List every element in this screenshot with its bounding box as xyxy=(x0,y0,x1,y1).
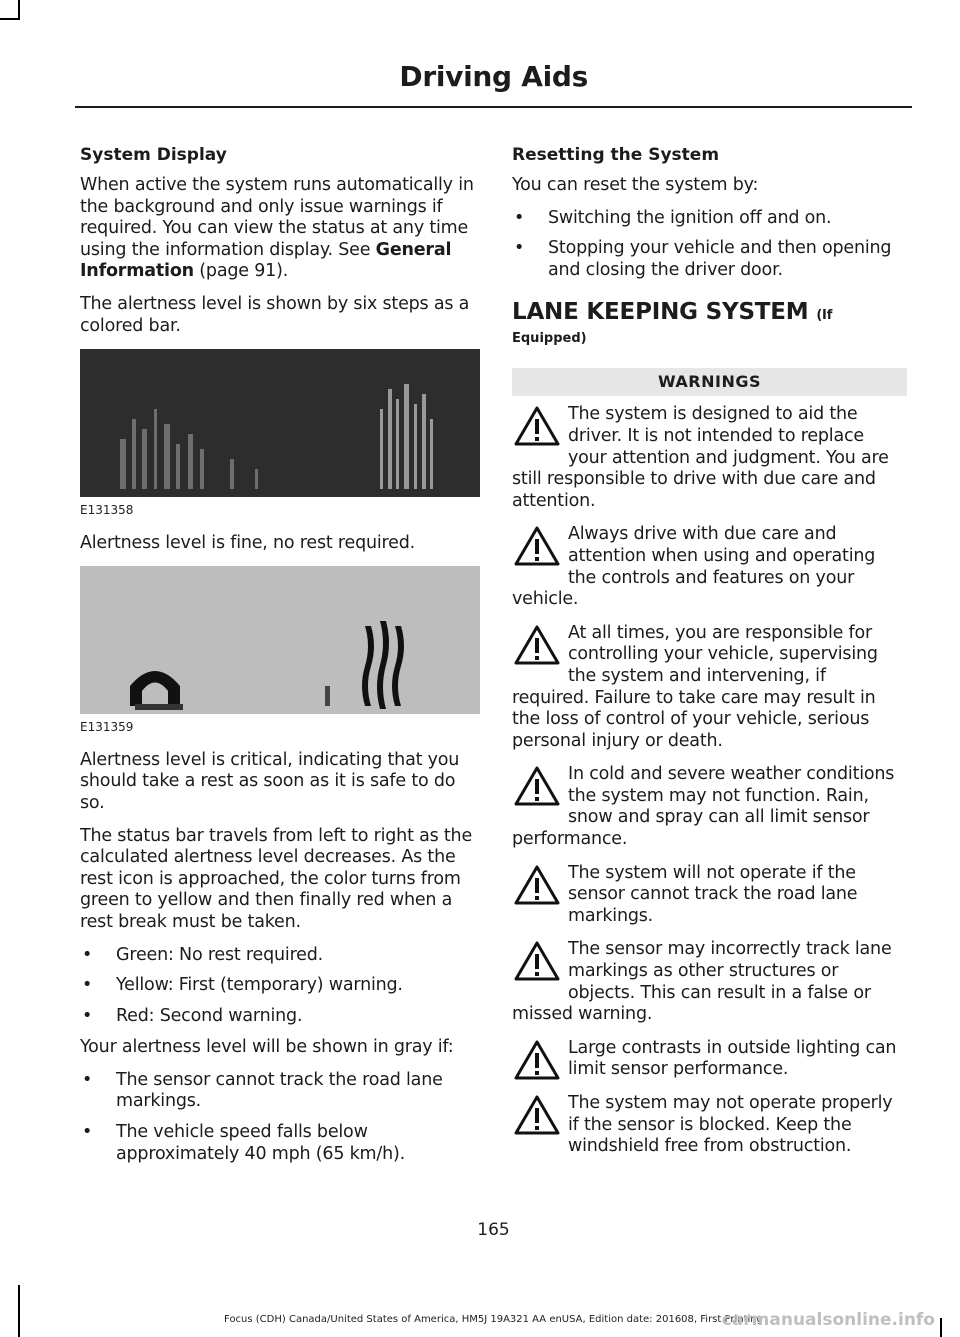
bullet-icon: • xyxy=(82,1069,93,1090)
left-column xyxy=(80,145,475,1175)
bullet-icon: • xyxy=(82,1005,93,1026)
figure-alertness-critical xyxy=(80,566,480,714)
status-bar-paragraph: The status bar travels from left to right as the calculated alertness level decreases. As the rest icon is approached, the color turns from green to yellow and then finally red when a rest break must be taken. xyxy=(80,825,473,932)
bullet-icon: • xyxy=(82,944,93,965)
system-display-heading: System Display xyxy=(80,145,227,165)
header-rule xyxy=(75,106,912,108)
bullet-icon: • xyxy=(82,975,93,996)
list-item: • The sensor cannot track the road lane markings. xyxy=(82,1069,443,1112)
warning-item: In cold and severe weather conditions the system may not function. Rain, snow and spray can all limit sensor performance. xyxy=(512,764,895,850)
warning-item: The sensor may incorrectly track lane markings as other structures or objects. This can result in a false or missed warning. xyxy=(512,939,892,1025)
warning-triangle-icon xyxy=(512,1093,562,1137)
figure-alertness-critical-graphic xyxy=(80,566,480,714)
if-label: (If xyxy=(816,308,833,324)
warning-item: The system will not operate if the sensor cannot track the road lane markings. xyxy=(512,863,907,928)
warning-triangle-icon xyxy=(512,1038,562,1082)
bullet-icon: • xyxy=(514,207,525,228)
figure-alertness-fine xyxy=(80,349,480,497)
intro-text-a: When active the system runs automatically in the background and only issue warnings if required. You can view the status at any time using the information display. See xyxy=(80,175,474,260)
general-information-link[interactable]: General Information xyxy=(80,239,452,282)
warning-triangle-icon xyxy=(512,623,562,667)
bullet-icon: • xyxy=(82,1122,93,1143)
right-column xyxy=(512,145,907,1170)
intro-paragraph xyxy=(80,175,475,283)
warnings-banner: WARNINGS xyxy=(512,368,907,396)
warning-item: At all times, you are responsible for controlling your vehicle, supervising the system and intervening, if required. Failure to take care may result in the loss of control of your vehicle, serious personal injury or death. xyxy=(512,622,878,751)
list-item: • The vehicle speed falls below approximately 40 mph (65 km/h). xyxy=(82,1122,405,1164)
warning-triangle-icon xyxy=(512,863,562,907)
watermark[interactable]: carmanualsonline.info xyxy=(721,1310,935,1330)
warning-item: The system may not operate properly if the sensor is blocked. Keep the windshield free from obstruction. xyxy=(512,1093,907,1158)
list-item: • Green: No rest required. xyxy=(82,944,324,965)
list-item: • Stopping your vehicle and then opening and closing the driver door. xyxy=(514,238,892,280)
crop-mark xyxy=(18,0,20,20)
reset-paragraph: You can reset the system by: xyxy=(512,175,759,195)
figure-code: E131359 xyxy=(80,719,134,734)
footer-text: Focus (CDH) Canada/United States of America, HM5J 19A321 AA enUSA, Edition date: 201608, First Printing xyxy=(224,1314,763,1325)
gray-bullet-list xyxy=(80,1070,475,1165)
equipped-label: Equipped) xyxy=(512,331,587,347)
list-item: • Red: Second warning. xyxy=(82,1005,303,1026)
alert-levels-paragraph: The alertness level is shown by six steps as a colored bar. xyxy=(80,293,470,336)
warning-triangle-icon xyxy=(512,524,562,568)
crop-mark xyxy=(0,18,20,20)
list-item: • Switching the ignition off and on. xyxy=(514,207,832,228)
color-bullet-list xyxy=(80,945,475,1028)
fig2-caption: Alertness level is critical, indicating that you should take a rest as soon as it is safe to do so. xyxy=(80,749,460,813)
warning-item: Large contrasts in outside lighting can limit sensor performance. xyxy=(512,1038,907,1081)
page-number: 165 xyxy=(477,1220,510,1240)
fig1-caption: Alertness level is fine, no rest required. xyxy=(80,533,416,554)
warning-triangle-icon xyxy=(512,764,562,808)
warning-item: Always drive with due care and attention when using and operating the controls and features on your vehicle. xyxy=(512,524,876,610)
bullet-icon: • xyxy=(514,238,525,259)
figure-code: E131358 xyxy=(80,503,134,518)
warning-triangle-icon xyxy=(512,939,562,983)
intro-text-b: (page 91). xyxy=(193,261,289,282)
list-item: • Yellow: First (temporary) warning. xyxy=(82,975,403,996)
page-title: Driving Aids xyxy=(399,60,588,93)
warning-triangle-icon xyxy=(512,404,562,448)
crop-mark xyxy=(18,1285,20,1337)
figure-alertness-fine-graphic xyxy=(80,349,480,497)
warnings-list xyxy=(512,404,907,1157)
gray-paragraph: Your alertness level will be shown in gray if: xyxy=(80,1037,454,1058)
reset-bullet-list xyxy=(512,208,907,282)
reset-heading: Resetting the System xyxy=(512,145,720,165)
section-heading: LANE KEEPING SYSTEM (If xyxy=(512,299,833,326)
warning-item: The system is designed to aid the driver. It is not intended to replace your attention and judgment. You are still responsible to drive with due care and attention. xyxy=(512,404,889,511)
